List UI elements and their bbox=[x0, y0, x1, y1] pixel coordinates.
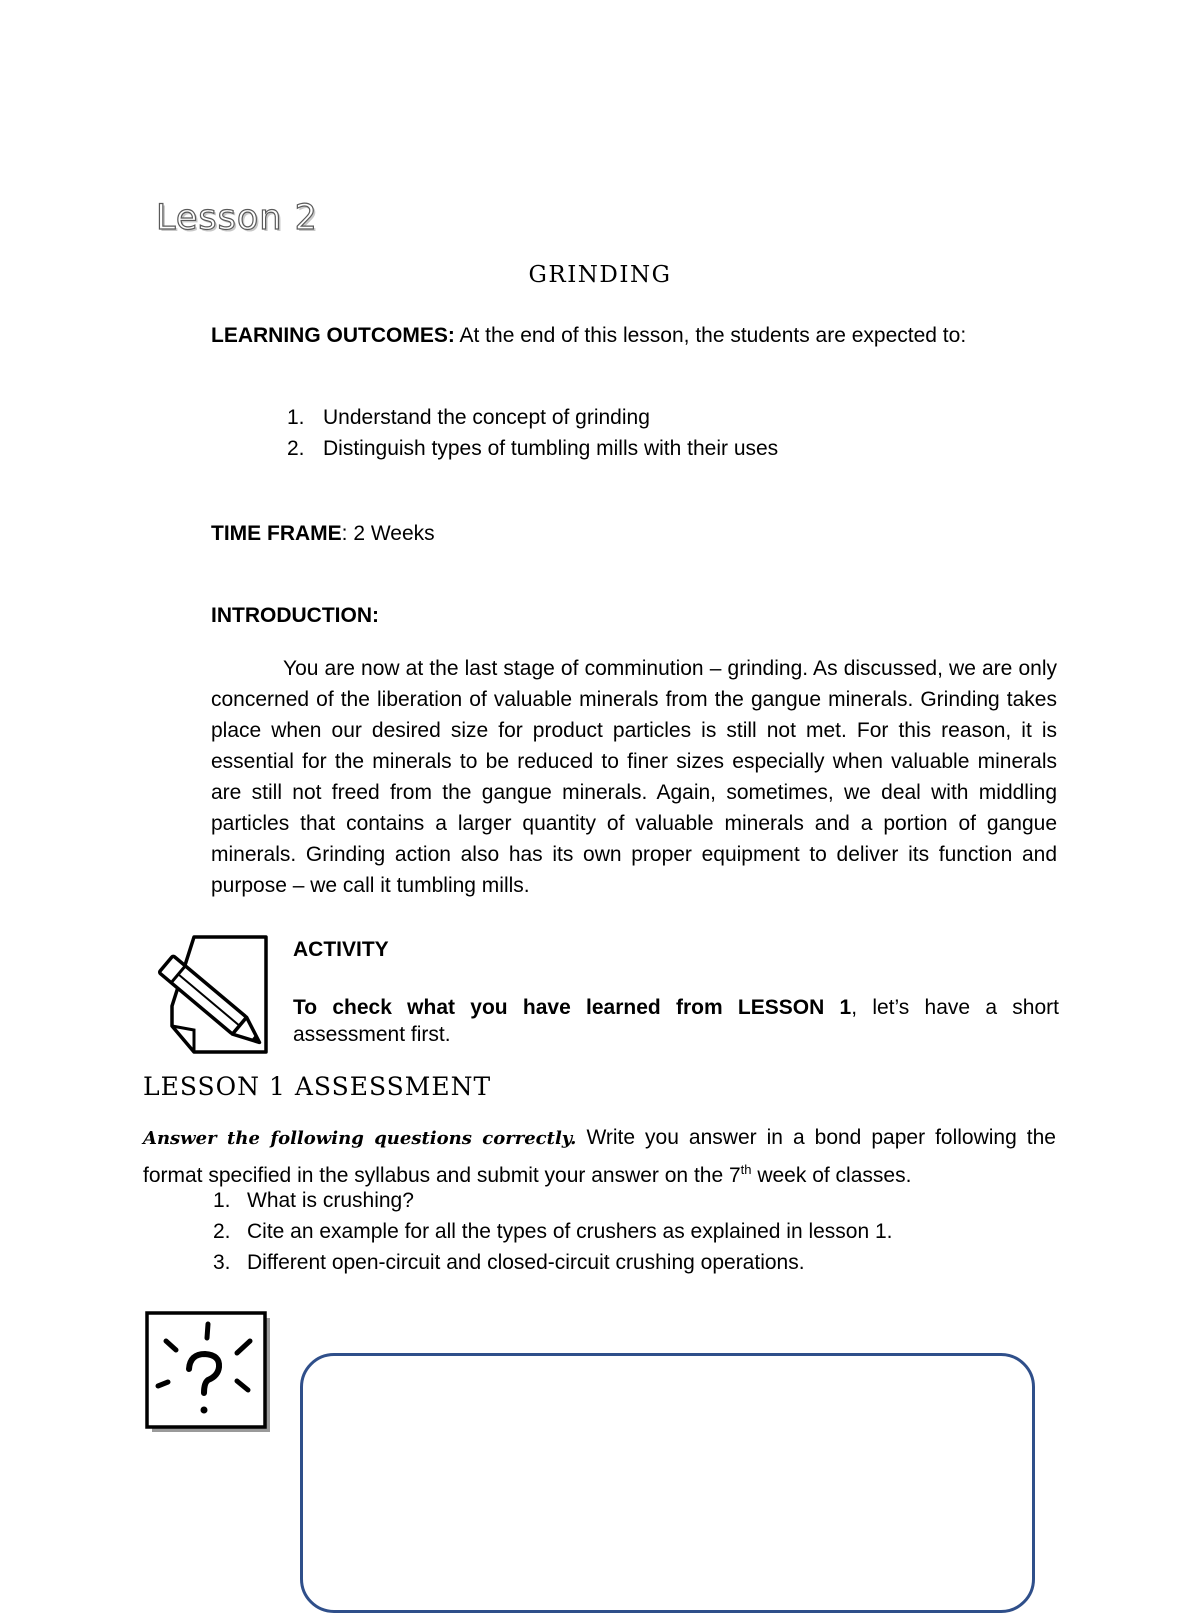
time-frame-label: TIME FRAME bbox=[211, 522, 342, 545]
introduction-body: You are now at the last stage of comminution – grinding. As discussed, we are only concerned of the liberation of valuable minerals from the gangue minerals. Grinding takes place when our desired size for product particles is still not met. For this reason, it is essential for the minerals to be reduced to finer sizes especially when valuable minerals are still not freed from the gangue minerals. Again, sometimes, we deal with middling particles that contains a larger quantity of valuable minerals and a portion of gangue minerals. Grinding action also has its own proper equipment to deliver its function and purpose – we call it tumbling mills. bbox=[211, 657, 1057, 897]
assessment-instruction bbox=[143, 1122, 1056, 1191]
list-item-number: 2. bbox=[287, 437, 305, 460]
learning-outcomes bbox=[211, 320, 1005, 351]
lesson-number: Lesson 2 bbox=[156, 198, 318, 238]
pencil-paper-icon bbox=[152, 934, 270, 1056]
list-item-text: What is crushing? bbox=[247, 1189, 414, 1212]
list-item-text: Cite an example for all the types of crushers as explained in lesson 1. bbox=[247, 1220, 893, 1243]
learning-outcomes-intro: At the end of this lesson, the students are expected to: bbox=[454, 324, 967, 347]
list-item-text: Understand the concept of grinding bbox=[323, 406, 650, 429]
activity-rest-text: , let’s have a short assessment first. bbox=[293, 996, 1059, 1046]
lesson-title: GRINDING bbox=[528, 262, 672, 288]
list-item-text: Different open-circuit and closed-circuit crushing operations. bbox=[247, 1251, 805, 1274]
activity-bold-text: To check what you have learned from LESSON 1 bbox=[293, 996, 852, 1019]
learning-outcomes-label: LEARNING OUTCOMES: bbox=[211, 324, 455, 347]
list-item-text: Distinguish types of tumbling mills with their uses bbox=[323, 437, 779, 460]
assessment-instruction-cursive: Answer the following questions correctly. bbox=[143, 1128, 577, 1149]
assessment-title: LESSON 1 ASSESSMENT bbox=[143, 1072, 492, 1101]
activity-heading: ACTIVITY bbox=[293, 938, 389, 961]
assessment-instruction-text: Write you answer in a bond paper following the format specified in the syllabus and submit your answer on the 7 bbox=[143, 1126, 1056, 1187]
question-idea-icon bbox=[144, 1310, 270, 1432]
assessment-instruction-tail: week of classes. bbox=[751, 1164, 912, 1187]
time-frame bbox=[211, 518, 435, 549]
assessment-instruction-sup: th bbox=[740, 1162, 752, 1177]
list-item-number: 2. bbox=[213, 1220, 231, 1243]
list-item-number: 1. bbox=[213, 1189, 231, 1212]
list-item-number: 1. bbox=[287, 406, 305, 429]
time-frame-value: : 2 Weeks bbox=[341, 522, 435, 545]
activity-text bbox=[293, 994, 1059, 1048]
list-item-number: 3. bbox=[213, 1251, 231, 1274]
introduction-label: INTRODUCTION: bbox=[211, 604, 379, 627]
answer-box bbox=[300, 1353, 1035, 1613]
